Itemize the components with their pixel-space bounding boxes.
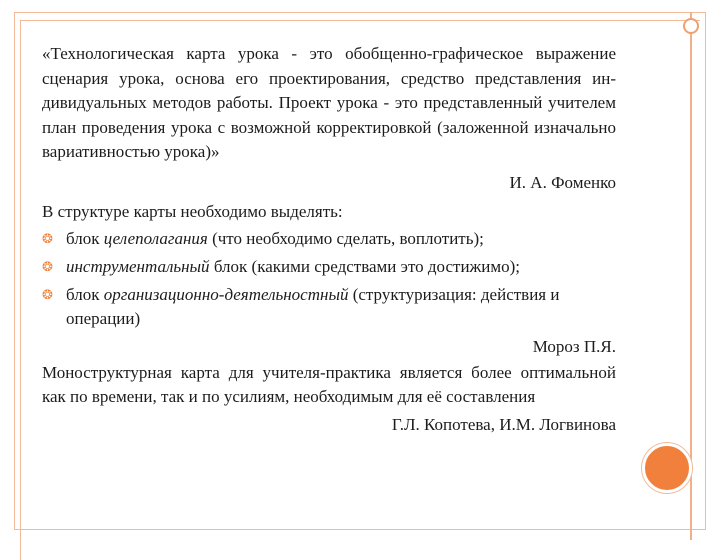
item-emphasis: целеполагания: [103, 228, 208, 248]
item-text: блок (какими средствами это достижимо);: [209, 256, 521, 276]
slide-content: [42, 42, 616, 437]
structure-intro: В структуре карты необходимо выделять:: [42, 201, 343, 221]
quote-author: И. А. Фоменко: [509, 172, 616, 192]
list-author: Мороз П.Я.: [532, 336, 616, 356]
item-text: (что необходимо сделать, воплотить);: [207, 228, 484, 248]
item-emphasis: инструментальный: [66, 256, 210, 276]
item-text: блок: [66, 284, 104, 304]
sun-bullet-icon: ❂: [42, 287, 53, 303]
fomenko-quote: «Технологическая карта урока - это обобщенно-графическое выражение сценария урока, основа его проектирования, средство представления ин-дивидуальных методов работы. Проект урока - это представленный учителем план проведения урока с возможной корректировкой (заложенной изначально вариативностью урока)»: [42, 44, 616, 161]
list-item: [42, 255, 616, 279]
list-item: [42, 227, 616, 251]
sun-bullet-icon: ❂: [42, 259, 53, 275]
sun-bullet-icon: ❂: [42, 231, 53, 247]
item-text: (структуризация: действия и операции): [66, 284, 560, 328]
item-emphasis: организационно-деятельностный: [103, 284, 349, 304]
corner-circle-decor: [683, 18, 699, 34]
structure-list: [42, 227, 616, 331]
paragraph-author: Г.Л. Копотева, И.М. Логвинова: [391, 414, 616, 434]
monostructure-paragraph: Моноструктурная карта для учителя-практика является более оптимальной как по времени, так и по усилиям, необходимым для её составления: [42, 362, 616, 406]
orange-circle-decor: [642, 443, 692, 493]
list-item: [42, 283, 616, 331]
item-text: блок: [66, 228, 104, 248]
